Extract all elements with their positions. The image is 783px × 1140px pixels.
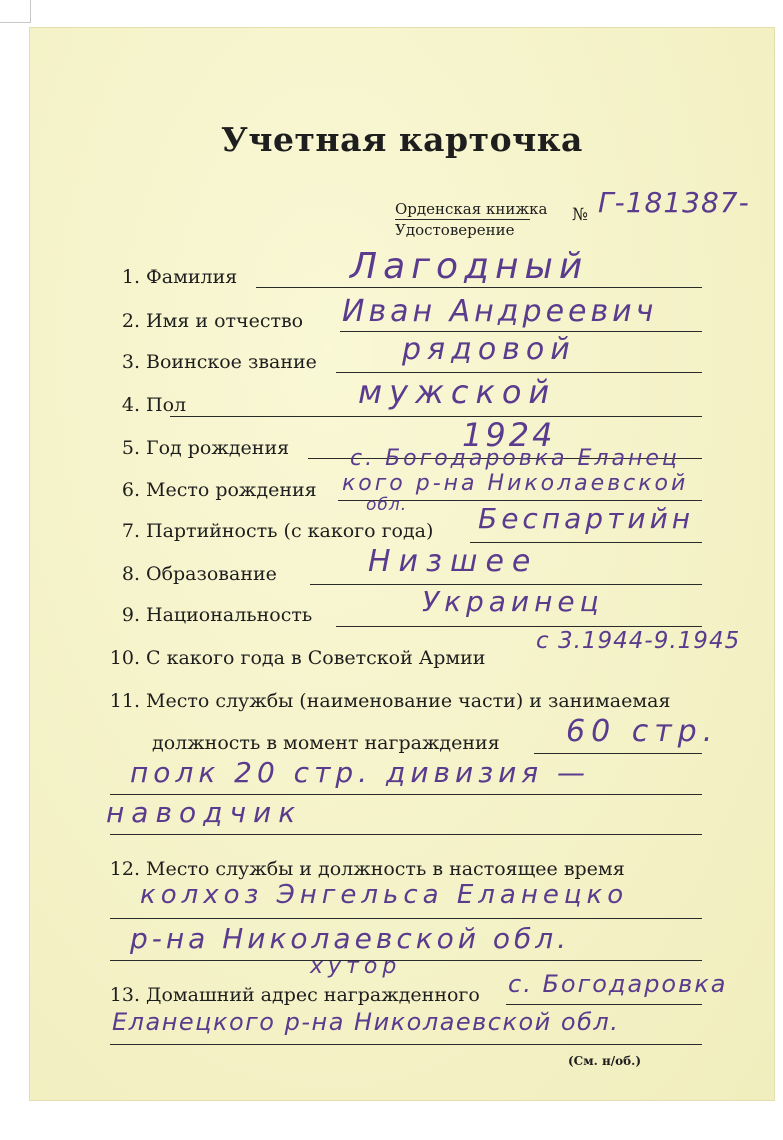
field-7-line [470, 542, 702, 543]
field-2-label [106, 310, 303, 332]
field-11-number: 11. [109, 690, 140, 712]
field-10-label-text: С какого года в Советской Армии [146, 647, 486, 669]
field-9-label-text: Национальность [146, 604, 313, 626]
field-8-label [106, 563, 277, 585]
field-12-line-1 [110, 918, 702, 919]
field-6-value-line1: с. Богодаровка Еланец [350, 446, 680, 471]
field-5-number: 5. [121, 437, 140, 459]
field-11-value-line1: 60 стр. [566, 714, 719, 749]
field-1-number: 1. [121, 266, 140, 288]
field-8-number: 8. [121, 563, 140, 585]
field-5-label-text: Год рождения [146, 437, 290, 459]
field-11-line-3 [110, 834, 702, 835]
field-3-value: рядовой [402, 332, 576, 367]
field-1-value: Лагодный [350, 246, 589, 287]
field-13-number: 13. [109, 984, 140, 1006]
field-9-label [106, 604, 312, 626]
field-13-label-text: Домашний адрес награжденного [146, 984, 480, 1006]
field-4-label [106, 394, 186, 416]
field-13-value-line2: Еланецкого р-на Николаевской обл. [112, 1008, 620, 1036]
order-book-divider [395, 219, 530, 220]
field-13-value-above: хутор [310, 954, 402, 979]
field-5-label [106, 437, 289, 459]
field-13-line-1 [506, 1004, 702, 1005]
field-8-label-text: Образование [146, 563, 277, 585]
field-13-value-line1: с. Богодаровка [508, 970, 728, 998]
order-book-number: Г-181387- [598, 186, 750, 219]
field-9-line [336, 626, 702, 627]
field-3-label [106, 351, 317, 373]
field-6-number: 6. [121, 479, 140, 501]
field-4-value: мужской [358, 373, 557, 411]
field-13-label [106, 984, 480, 1006]
field-7-number: 7. [121, 520, 140, 542]
field-4-line [170, 416, 702, 417]
footer-note: (См. н/об.) [568, 1054, 642, 1068]
field-11-line-1 [534, 753, 702, 754]
field-3-number: 3. [121, 351, 140, 373]
field-6-value-line2: кого р-на Николаевской [342, 471, 689, 496]
field-9-number: 9. [121, 604, 140, 626]
page-corner-mark [0, 0, 31, 23]
field-7-label [106, 520, 433, 542]
field-2-label-text: Имя и отчество [146, 310, 304, 332]
order-book-label: Орденская книжка [395, 200, 548, 218]
field-12-label [106, 858, 625, 880]
field-11-label-line2: должность в момент награждения [152, 732, 500, 754]
field-10-number: 10. [109, 647, 140, 669]
field-5-value: 1924 [462, 416, 556, 454]
field-1-line [256, 287, 702, 288]
field-1-label-text: Фамилия [146, 266, 238, 288]
field-8-value: Низшее [368, 544, 539, 579]
field-11-label-text: Место службы (наименование части) и занимаемая [146, 690, 671, 712]
registration-card [30, 28, 774, 1100]
field-12-value-line1: колхоз Энгельса Еланецко [140, 880, 629, 910]
card-title: Учетная карточка [221, 120, 583, 159]
field-1-label [106, 266, 237, 288]
field-2-value: Иван Андреевич [342, 294, 658, 329]
field-11-value-line2: полк 20 стр. дивизия — [130, 756, 591, 789]
field-2-number: 2. [121, 310, 140, 332]
field-13-line-2 [110, 1044, 702, 1045]
field-10-value: с 3.1944-9.1945 [536, 628, 741, 654]
field-9-value: Украинец [422, 585, 604, 618]
field-11-label-line1 [106, 690, 670, 712]
field-6-value-line3: обл. [366, 495, 408, 515]
field-7-label-text: Партийность (с какого года) [146, 520, 434, 542]
field-12-number: 12. [109, 858, 140, 880]
field-12-value-line2: р-на Николаевской обл. [130, 922, 571, 955]
field-4-number: 4. [121, 394, 140, 416]
field-12-line-2 [110, 960, 702, 961]
field-6-label [106, 479, 317, 501]
field-4-label-text: Пол [146, 394, 187, 416]
field-11-value-line3: наводчик [106, 796, 303, 829]
field-6-label-text: Место рождения [146, 479, 317, 501]
number-sign: № [572, 205, 589, 225]
field-11-line-2 [110, 794, 702, 795]
field-3-label-text: Воинское звание [146, 351, 317, 373]
field-7-value: Беспартийн [478, 502, 695, 535]
field-10-label [106, 647, 485, 669]
certificate-label: Удостоверение [395, 221, 515, 239]
field-12-label-text: Место службы и должность в настоящее время [146, 858, 625, 880]
